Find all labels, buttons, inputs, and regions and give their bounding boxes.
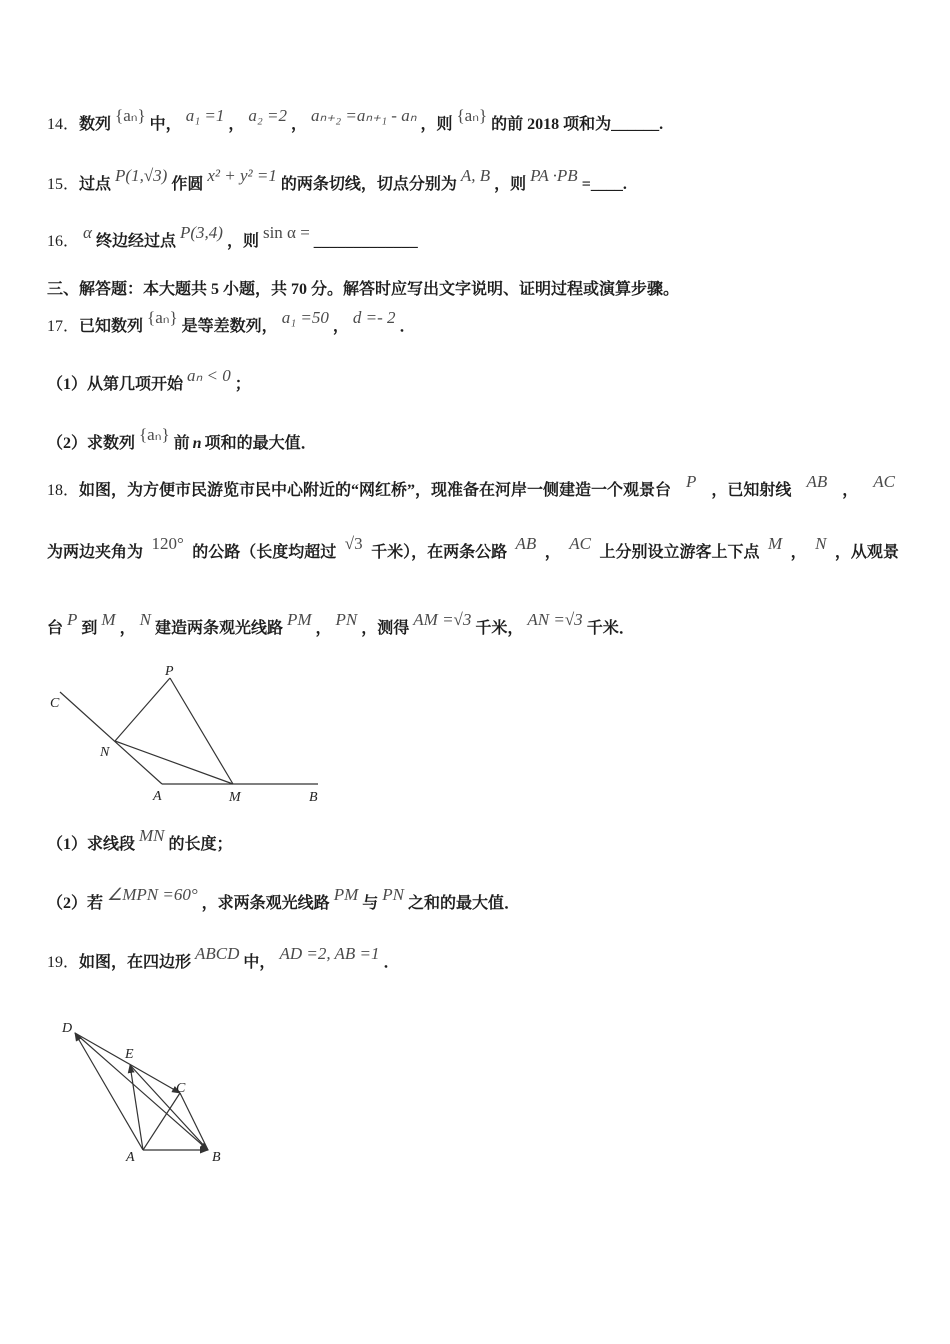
q17-math-d: d =- 2 — [352, 308, 396, 327]
section-3-heading-text: 三、解答题：本大题共 5 小题，共 70 分。解答时应写出文字说明、证明过程或演算步骤。 — [47, 281, 680, 298]
label-p: P — [165, 664, 174, 679]
q17-math-sequence: {aₙ} — [147, 308, 178, 327]
q16-math-point: P(3,4) — [179, 223, 223, 242]
label-b: B — [212, 1150, 221, 1165]
question-14 — [47, 106, 664, 134]
q18-line-1 — [47, 472, 899, 500]
q17-part-1 — [47, 366, 251, 394]
q18-line-3-math-an: AN =√3 — [527, 610, 583, 629]
q18-line-3-math-p: P — [67, 610, 78, 629]
q14-text-2: 中， — [149, 116, 182, 133]
q15-text-6: . — [622, 176, 627, 193]
vector-db — [75, 1033, 208, 1150]
q14-text-5: ，则 — [420, 116, 453, 133]
q18-line-3-text-6: ，测得 — [361, 620, 410, 637]
q19-text-3: ． — [383, 954, 400, 971]
q18-line-3-math-n: N — [139, 610, 151, 629]
q16-math-sin: sin α = — [262, 223, 310, 242]
q18-part-2-text-3: 与 — [362, 895, 379, 912]
q15-number: 15． — [47, 176, 80, 193]
label-e: E — [125, 1047, 134, 1062]
segment-eb — [130, 1065, 208, 1150]
label-b: B — [309, 790, 318, 805]
q18-line-3-text-7: 千米， — [475, 620, 524, 637]
q14-math-recurrence: aₙ₊₂ =aₙ₊₁ - aₙ — [311, 106, 417, 125]
q15-text-1: 过点 — [79, 176, 112, 193]
segment-pm — [170, 678, 233, 784]
q18-line-1-lead — [47, 481, 671, 501]
q18-line-2-math-n: N — [815, 534, 827, 553]
q14-text-3: ， — [228, 116, 245, 133]
q15-text-2: 作圆 — [171, 176, 204, 193]
q18-line-1-math-p: P — [686, 472, 697, 491]
q18-line-3-math-pn: PN — [335, 610, 358, 629]
q18-line-2-math-sqrt3: √3 — [344, 534, 363, 553]
question-17 — [47, 308, 416, 336]
section-3-heading — [47, 280, 679, 300]
q17-math-a1: a₁ =50 — [281, 308, 329, 327]
q18-line-3-text-1: 台 — [47, 620, 64, 637]
question-16 — [47, 223, 418, 251]
q18-line-2-math-ab: AB — [515, 534, 537, 553]
q17-part-2-variable-n: n — [192, 435, 202, 452]
q17-part-2 — [47, 425, 317, 453]
q18-line-2-text-5: 上分别设立游客上下点 — [599, 544, 760, 561]
q18-line-3-text-2: 到 — [81, 620, 98, 637]
segment-nm — [115, 741, 233, 784]
q14-math-sequence: {aₙ} — [115, 106, 146, 125]
q17-text-4: ． — [399, 318, 416, 335]
q18-line-2-text-7: ，从观景 — [834, 544, 899, 561]
segment-np — [115, 678, 170, 741]
q19-text-1: 如图，在四边形 — [79, 954, 192, 971]
q17-part-2-text-3: 项和的最大值． — [204, 435, 317, 452]
label-a: A — [126, 1150, 135, 1165]
q18-part-2-math-pm: PM — [333, 885, 359, 904]
q15-text-4: ，则 — [494, 176, 527, 193]
q18-line-1-math-ac: AC — [873, 472, 895, 491]
q15-math-circle: x² + y² =1 — [207, 166, 277, 185]
q18-line-3-text-3: ， — [119, 620, 136, 637]
q14-text-6: 的前 2018 项和为 — [491, 116, 612, 133]
q15-answer-blank: ____ — [590, 176, 623, 193]
q18-part-1-text-2: 的长度； — [168, 836, 233, 853]
question-15 — [47, 166, 627, 194]
label-a: A — [153, 789, 162, 804]
q14-text-7: . — [659, 116, 664, 133]
q14-math-a1: a₁ =1 — [185, 106, 225, 125]
q17-part-2-text-2: 前 — [173, 435, 190, 452]
q18-part-1-math-mn: MN — [139, 826, 165, 845]
label-c: C — [50, 696, 60, 711]
q18-line-3-math-am: AM =√3 — [413, 610, 472, 629]
q15-math-dot-product: PA ·PB — [530, 166, 578, 185]
q18-part-2-math-pn: PN — [382, 885, 404, 904]
vector-dc — [75, 1033, 180, 1093]
q17-part-2-text-1: （2）求数列 — [47, 435, 136, 452]
q18-part-2 — [47, 885, 520, 913]
q17-part-2-math: {aₙ} — [139, 425, 170, 444]
q17-text-2: 是等差数列， — [181, 318, 278, 335]
q18-part-1 — [47, 826, 233, 854]
q18-line-2-text-4: ， — [544, 544, 561, 561]
q18-line-3-math-pm: PM — [286, 610, 312, 629]
segment-cb — [180, 1093, 208, 1150]
question-19 — [47, 944, 400, 972]
q18-line-1-text-2: ，已知射线 — [711, 482, 792, 499]
q18-line-1-text-3: ， — [842, 482, 859, 499]
q18-line-3-text-5: ， — [315, 620, 332, 637]
q19-math-lengths: AD =2, AB =1 — [279, 944, 380, 963]
label-n: N — [100, 745, 110, 760]
q18-line-3 — [47, 610, 635, 638]
segment-ac — [143, 1093, 180, 1150]
q18-part-1-text-1: （1）求线段 — [47, 836, 136, 853]
q16-math-alpha: α — [83, 223, 92, 242]
q18-part-2-text-1: （2）若 — [47, 895, 104, 912]
q18-line-2-math-m: M — [767, 534, 783, 553]
q14-text-1: 数列 — [79, 116, 112, 133]
q14-number: 14． — [47, 116, 80, 133]
q18-figure — [40, 655, 340, 807]
q17-part-1-text-2: ； — [234, 376, 251, 393]
q15-math-point: P(1,√3) — [115, 166, 168, 185]
q19-text-2: 中， — [243, 954, 276, 971]
q18-line-2-math-angle: 120° — [151, 534, 184, 553]
q14-answer-blank: ______ — [611, 116, 660, 133]
q18-line-2-text-3: 千米），在两条公路 — [371, 544, 508, 561]
q17-number: 17． — [47, 318, 80, 335]
q14-math-sequence-2: {aₙ} — [456, 106, 488, 125]
q17-text-3: ， — [332, 318, 349, 335]
q16-number: 16． — [47, 233, 80, 250]
q18-line-3-math-m: M — [101, 610, 116, 629]
q18-line-2-text-1: 为两边夹角为 — [47, 544, 144, 561]
q18-part-2-math-angle: ∠MPN =60° — [107, 885, 198, 904]
q15-math-points-ab: A, B — [460, 166, 491, 185]
q18-line-2-text-6: ， — [790, 544, 807, 561]
q19-figure — [55, 1010, 245, 1172]
q16-answer-blank: _____________ — [313, 233, 418, 250]
q14-text-4: ， — [290, 116, 307, 133]
label-c: C — [176, 1081, 186, 1096]
q17-text-1: 已知数列 — [79, 318, 144, 335]
q18-part-2-text-2: ，求两条观光线路 — [201, 895, 330, 912]
q17-part-1-text-1: （1）从第几项开始 — [47, 376, 184, 393]
q15-text-3: 的两条切线，切点分别为 — [280, 176, 457, 193]
q17-part-1-math: aₙ < 0 — [187, 366, 231, 385]
q16-text-2: ，则 — [226, 233, 259, 250]
q15-text-5: = — [581, 176, 591, 193]
q14-math-a2: a₂ =2 — [248, 106, 287, 125]
ray-ac — [60, 692, 162, 784]
label-m: M — [229, 790, 241, 805]
q18-line-3-text-4: 建造两条观光线路 — [154, 620, 283, 637]
q16-text-1: 终边经过点 — [95, 233, 176, 250]
q18-line-3-text-8: 千米． — [586, 620, 635, 637]
q19-number: 19． — [47, 954, 80, 971]
q18-part-2-text-4: 之和的最大值． — [407, 895, 520, 912]
q18-line-1-math-ab: AB — [806, 472, 828, 491]
label-d: D — [62, 1021, 73, 1036]
q18-line-1-text-1: 如图，为方便市民游览市民中心附近的“网红桥”，现准备在河岸一侧建造一个观景台 — [79, 482, 672, 499]
q18-line-2-math-ac: AC — [569, 534, 592, 553]
q18-number: 18． — [47, 482, 80, 499]
q18-line-2-text-2: 的公路（长度均超过 — [192, 544, 337, 561]
q19-math-abcd: ABCD — [195, 944, 240, 963]
q18-line-2 — [47, 534, 899, 562]
